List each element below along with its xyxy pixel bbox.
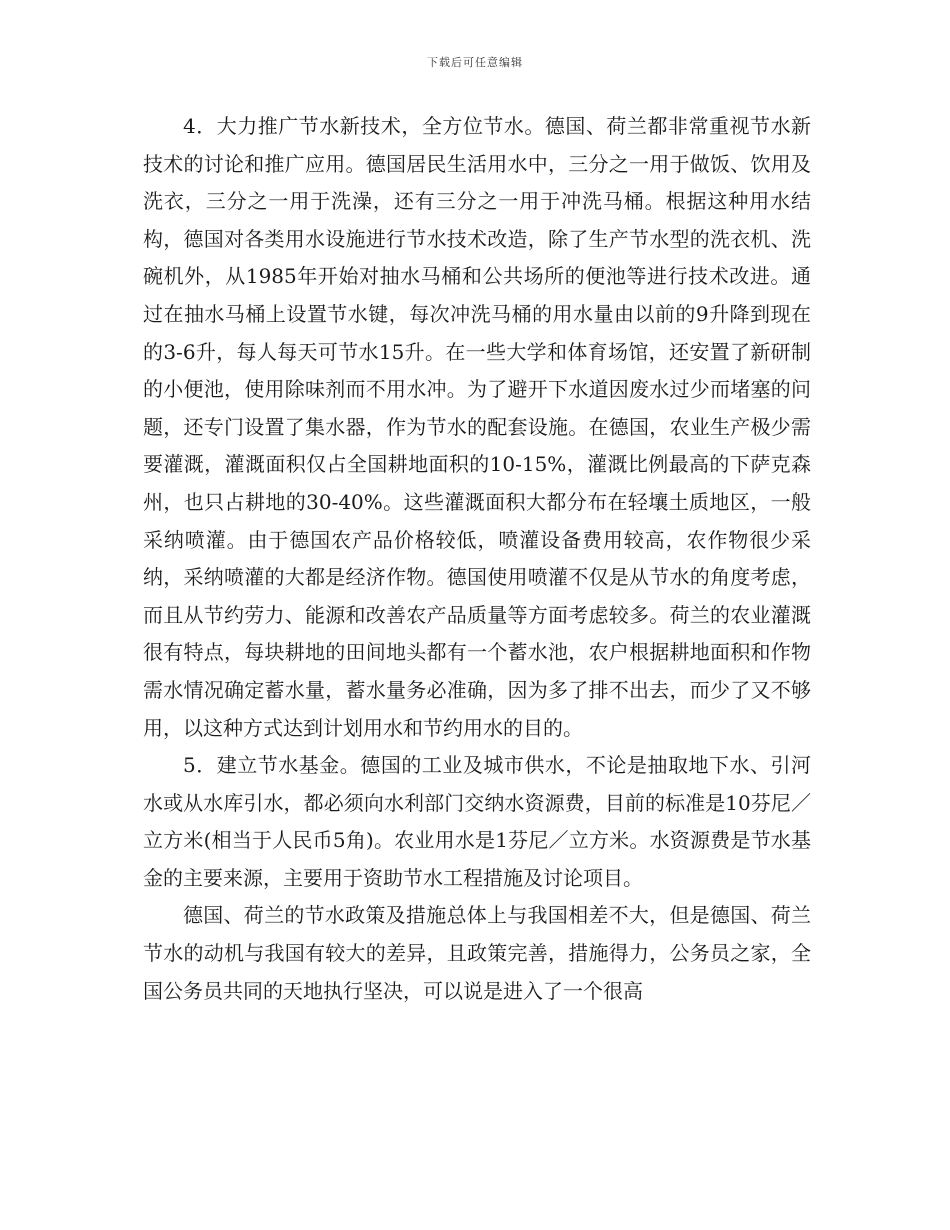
page-header: 下载后可任意编辑 <box>427 56 523 69</box>
paragraph-water-saving-fund: 5．建立节水基金。德国的工业及城市供水，不论是抽取地下水、引河水或从水库引水，都必须向水利部门交纳水资源费，目前的标准是10芬尼／立方米(相当于人民币5角)。农业用水是1芬尼／立方米。水资源费是节水基金的主要来源，主要用于资助节水工程措施及讨论项目。 <box>143 753 811 890</box>
document-body <box>143 108 811 1010</box>
paragraph-water-saving-technology: 4．大力推广节水新技术，全方位节水。德国、荷兰都非常重视节水新技术的讨论和推广应用。德国居民生活用水中，三分之一用于做饭、饮用及洗衣，三分之一用于洗澡，还有三分之一用于冲洗马桶。根据这种用水结构，德国对各类用水设施进行节水技术改造，除了生产节水型的洗衣机、洗碗机外，从1985年开始对抽水马桶和公共场所的便池等进行技术改进。通过在抽水马桶上设置节水键，每次冲洗马桶的用水量由以前的9升降到现在的3-6升，每人每天可节水15升。在一些大学和体育场馆，还安置了新研制的小便池，使用除味剂而不用水冲。为了避开下水道因废水过少而堵塞的问题，还专门设置了集水器，作为节水的配套设施。在德国，农业生产极少需要灌溉，灌溉面积仅占全国耕地面积的10-15%，灌溉比例最高的下萨克森州，也只占耕地的30-40%。这些灌溉面积大都分布在轻壤土质地区，一般采纳喷灌。由于德国农产品价格较低，喷灌设备费用较高，农作物很少采纳，采纳喷灌的大都是经济作物。德国使用喷灌不仅是从节水的角度考虑，而且从节约劳力、能源和改善农产品质量等方面考虑较多。荷兰的农业灌溉很有特点，每块耕地的田间地头都有一个蓄水池，农户根据耕地面积和作物需水情况确定蓄水量，蓄水量务必准确，因为多了排不出去，而少了又不够用，以这种方式达到计划用水和节约用水的目的。 <box>143 114 811 740</box>
paragraph-policy-comparison: 德国、荷兰的节水政策及措施总体上与我国相差不大，但是德国、荷兰节水的动机与我国有较大的差异，且政策完善，措施得力，公务员之家，全国公务员共同的天地执行坚决，可以说是进入了一个很高 <box>143 903 811 1003</box>
